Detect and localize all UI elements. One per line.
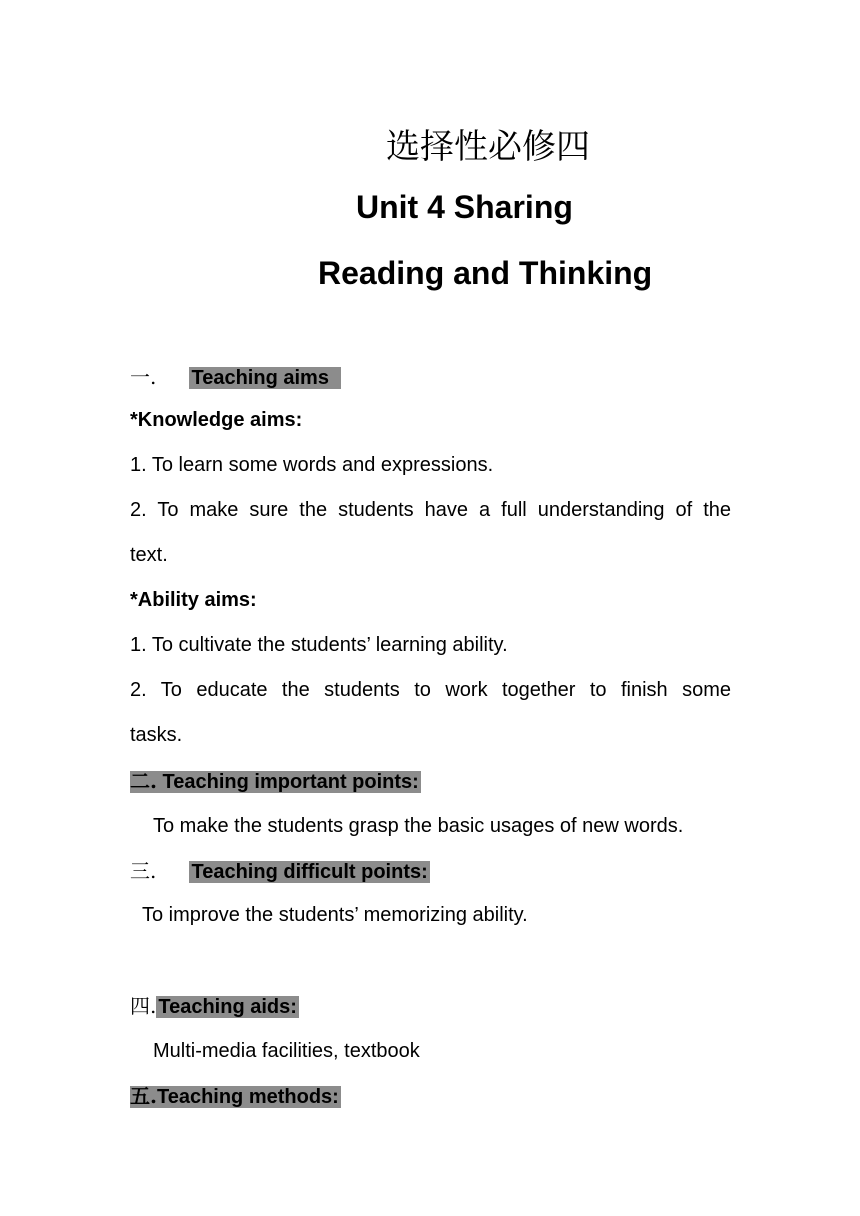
important-points-text: To make the students grasp the basic usages of new words. — [153, 815, 684, 837]
knowledge-aim-2-continued: text. — [130, 544, 168, 566]
section-methods-label — [130, 1086, 341, 1108]
section-aids-title: Teaching aids: — [158, 996, 297, 1018]
section-important-title: Teaching important points: — [162, 771, 419, 793]
section-methods-title: Teaching methods: — [156, 1086, 339, 1108]
section-aids-number: 四. — [130, 994, 157, 1018]
section-aids-heading — [130, 993, 299, 1020]
section-methods-number: 五. — [130, 1084, 157, 1108]
module-title: 选择性必修四 — [386, 127, 590, 167]
knowledge-aims-heading: *Knowledge aims: — [130, 409, 303, 431]
difficult-points-text: To improve the students’ memorizing ability. — [142, 904, 528, 926]
section-important-number: 二. — [130, 769, 157, 793]
section-aims-title: Teaching aims — [189, 367, 340, 389]
lesson-title: Reading and Thinking — [318, 255, 653, 291]
teaching-aids-text: Multi-media facilities, textbook — [153, 1040, 420, 1062]
section-important-heading — [130, 768, 421, 795]
section-difficult-number: 三. — [130, 859, 157, 883]
section-important-label — [130, 771, 421, 793]
knowledge-aim-1: 1. To learn some words and expressions. — [130, 454, 494, 476]
section-difficult-heading — [130, 858, 430, 885]
knowledge-aim-2: 2. To make sure the students have a full understanding of the — [130, 499, 731, 521]
section-difficult-title: Teaching difficult points: — [191, 861, 428, 883]
unit-title: Unit 4 Sharing — [356, 189, 573, 225]
ability-aim-2-continued: tasks. — [130, 724, 183, 746]
section-aims-heading — [130, 364, 341, 391]
section-methods-heading — [130, 1083, 341, 1110]
ability-aim-1: 1. To cultivate the students’ learning ability. — [130, 634, 508, 656]
ability-aims-heading: *Ability aims: — [130, 589, 257, 611]
section-aims-number: 一. — [130, 365, 157, 389]
ability-aim-2: 2. To educate the students to work together to finish some — [130, 679, 731, 701]
